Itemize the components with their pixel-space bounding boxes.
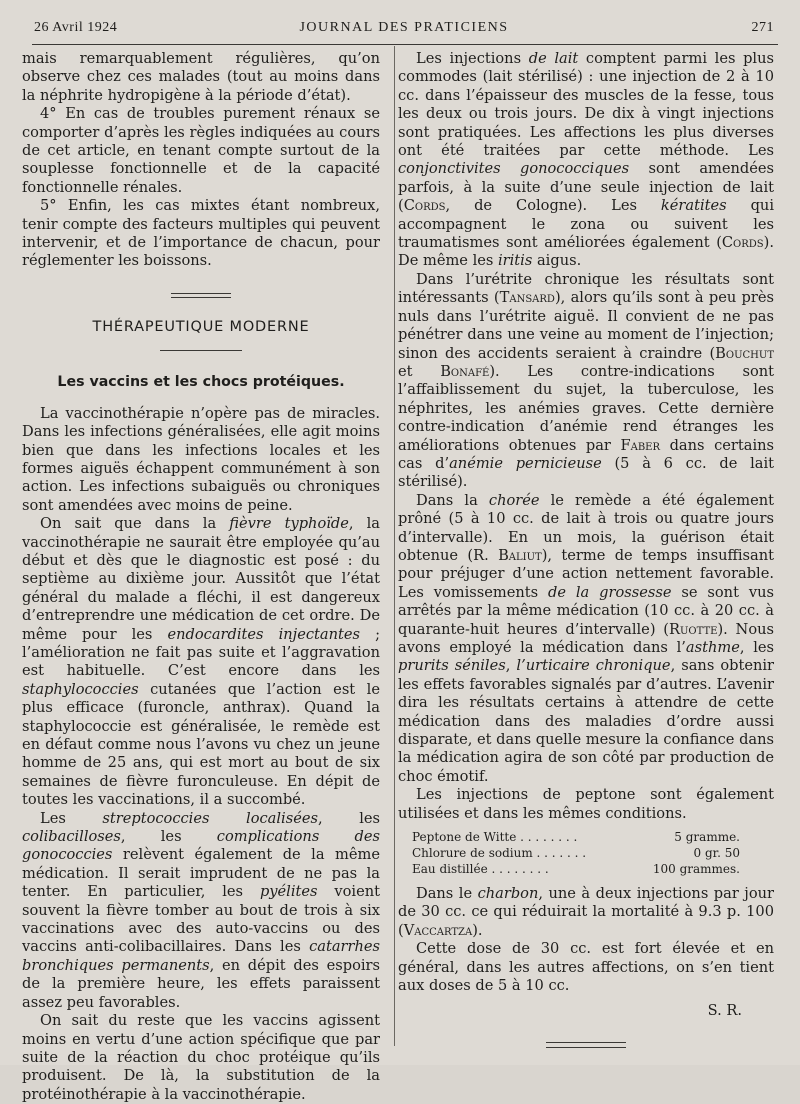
paragraph-continued: mais remarquablement régulières, qu’on observe chez ces malades (tout au moins dans la néphrite hydropigène à la période d’état). [22,50,380,104]
paragraph-point-5: 5° Enfin, les cas mixtes étant nombreux, tenir compte des facteurs multiples qui peuvent intervenir, et de l’importance de chacun, pour réglementer les boissons. [22,197,380,270]
paragraph-choree: Dans la chorée le remède a été également prôné (5 à 10 cc. de lait à trois ou quatre jours d’intervalle). En un mois, la guérison était obtenue (R. Baliut), terme de temps insuffisant pour préjuger d’une action nettement favorable. Les vomissements de la grossesse se sont vus arrêtés par la même médication (10 cc. à 20 cc. à quarante-huit heures d’intervalle) (Ruotte). Nous avons employé la médication dans l’asthme, les prurits séniles, l’urticaire chronique, sans obtenir les effets favorables signalés par d’autres. L’avenir dira les résultats certains à attendre de cette médication dans des maladies d’ordre aussi disparate, et dans quelle mesure la confiance dans la médication agira de son côté par production de choc émotif. [398,491,775,785]
paragraph-charbon: Dans le charbon, une à deux injections par jour de 30 cc. ce qui réduirait la mortalité à 9.3 p. 100 (Vaccartza). [398,885,774,939]
header-date: 26 Avril 1924 [34,20,118,35]
section-title: THÉRAPEUTIQUE MODERNE [92,318,310,335]
formula-qty: 5 gramme. [674,830,740,845]
column-separator [394,46,395,1046]
formula-qty: 0 gr. 50 [693,846,740,861]
formula-item: Peptone de Witte . . . . . . . . [412,830,578,845]
paragraph-dose: Cette dose de 30 cc. est fort élevée et en général, dans les autres affections, on s’en tient aux doses de 5 à 10 cc. [398,940,774,995]
paragraph-uretrite: Dans l’urétrite chronique les résultats sont intéressants (Tansard), alors qu’ils sont à peu près nuls dans l’urétrite aiguë. Il convient de ne pas pénétrer dans une veine au moment de l’injection; sinon des accidents seraient à craindre (Bouchut et Bonafé). Les contre-indications sont l’affaiblissement du sujet, la tuberculose, les néphrites, les anémies graves. Cette dernière contre-indication d’anémie rend étranges les améliorations obtenues par Faber dans certains cas d’anémie pernicieuse (5 à 6 cc. de lait stérilisé). [398,270,775,491]
paragraph-streptococcies: Les streptococcies localisées, les colibacilloses, les complications des gonococcies relèvent également de la même médication. Il serait imprudent de ne pas la tenter. En particulier, les pyélites voient souvent la fièvre tomber au bout de trois à six vaccinations avec des auto-vaccins ou des vaccins anti-colibacillaires. Dans les catarrhes bronchiques permanents, en dépit des espoirs de la première heure, les effets paraissent assez peu favorables. [22,809,381,1011]
article-end-rule [546,1042,626,1048]
header-page-number: 271 [751,20,774,35]
formula-item: Chlorure de sodium . . . . . . . [412,846,587,861]
paragraph-point-4: 4° En cas de troubles purement rénaux se comporter d’après les règles indiquées au cours de cet article, en tenant compte surtout de la souplesse fonctionnelle et de la capacité fonctionnelle rénales. [22,105,380,196]
formula-row [412,829,740,845]
formula-table [412,829,740,877]
formula-item: Eau distillée . . . . . . . . [412,862,549,877]
paragraph-vaccinotherapie: La vaccinothérapie n’opère pas de miracles. Dans les infections généralisées, elle agit moins bien que dans les infections locales et les formes aiguës échappent communément à son action. Les infections subaiguës ou chroniques sont amendées avec moins de peine. [22,404,380,514]
formula-qty: 100 grammes. [652,862,740,877]
paragraph-fievre-typhoide: On sait que dans la fièvre typhoïde, la vaccinothérapie ne saurait être employée qu’au début et dès que le diagnostic est posé : du septième au dixième jour. Aussitôt que l’état général du malade a fléchi, il est dangereux d’entreprendre une médication de cet ordre. De même pour les endocardites injectantes ; l’amélioration ne fait pas suite et l’aggravation est habituelle. C’est encore dans les staphylococcies cutanées que l’action est le plus efficace (furoncle, anthrax). Quand la staphylococcie est généralisée, le remède est en défaut comme nous l’avons vu chez un jeune homme de 25 ans, qui est mort au bout de six semaines de fièvre furonculeuse. En dépit de toutes les vaccinations, il a succombé. [22,515,380,809]
header-rule [32,44,778,45]
paragraph-peptone: Les injections de peptone sont également utilisées et dans les mêmes conditions. [398,786,774,822]
running-header [34,20,774,42]
article-title: Les vaccins et les chocs protéiques. [57,374,345,391]
header-journal-title: JOURNAL DES PRATICIENS [299,20,509,35]
formula-row [412,861,740,877]
formula-row [412,845,740,861]
paragraph-choc-proteique: On sait du reste que les vaccins agissent moins en vertu d’une action spécifique que par suite de la réaction du choc protéique qu’ils produisent. De là, la substitution de la protéinothérapie à la vaccinothérapie. [22,1012,380,1103]
right-column [398,50,774,1048]
paragraph-injections-lait: Les injections de lait comptent parmi les plus commodes (lait stérilisé) : une injection de 2 à 10 cc. dans l’épaisseur des muscles de la fesse, tous les deux ou trois jours. De dix à vingt injections sont pratiquées. Les affections les plus diverses ont été traitées par cette méthode. Les conjonctivites gonococciques sont amendées parfois, à la suite d’une seule injection de lait (Cords, de Cologne). Les kératites qui accompagnent le zona ou suivent les traumatismes sont améliorées également (Cords). De même les iritis aigus. [398,50,774,270]
left-column [22,50,380,1104]
author-signature: S. R. [707,1001,742,1019]
